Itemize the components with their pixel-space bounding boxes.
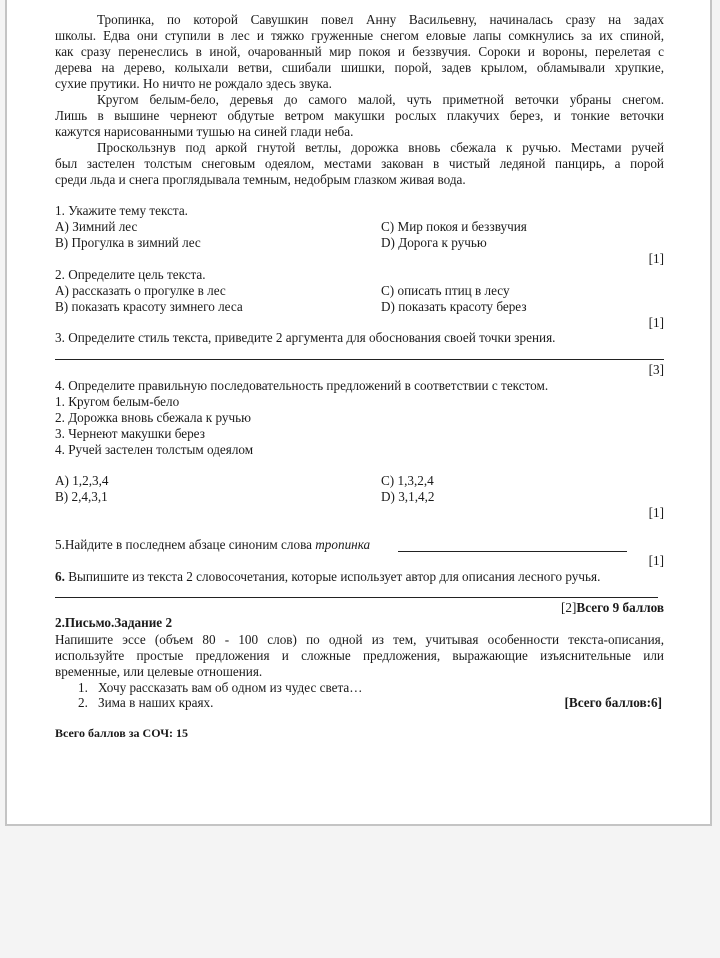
topic-text: Хочу рассказать вам об одном из чудес света… [98, 680, 363, 695]
topic-number: 1. [78, 680, 88, 695]
question-text: 1. Укажите тему текста. [55, 203, 188, 218]
grand-total: Всего баллов за СОЧ: 15 [55, 726, 189, 740]
topic-number: 2. [78, 695, 88, 710]
option-c: C) 1,3,2,4 [381, 473, 434, 488]
option-d: D) показать красоту берез [381, 299, 527, 314]
passage-line: школы. Едва они ступили в лес и тяжко груженные снегом еловые лапы сомкнулись за их спиной, [55, 28, 664, 43]
question-text: 4. Определите правильную последовательность предложений в соответствии с текстом. [55, 378, 549, 393]
question-label: Выпишите из текста 2 словосочетания, которые использует автор для описания лесного ручья. [64, 569, 601, 584]
passage-line: Лишь в вышине чернеют обдутые ветром макушки рослых плакучих берез, и тонкие веточки [55, 108, 664, 123]
task-total: [Всего баллов:6] [564, 695, 662, 710]
passage-line: сухие прутики. Но ничто не рождало здесь звука. [55, 76, 332, 91]
score: [1] [648, 505, 664, 520]
passage-line: среди льда и снега проглядывала темным, недобрым глазком живая вода. [55, 172, 466, 187]
topic-item [78, 680, 687, 696]
passage-line: кажутся нарисованными тушью на синей глади неба. [55, 124, 354, 139]
option-a: A) рассказать о прогулке в лес [55, 283, 226, 298]
option-b: B) Прогулка в зимний лес [55, 235, 201, 250]
sequence-item: 1. Кругом белым-бело [55, 394, 180, 409]
option-b: B) 2,4,3,1 [55, 489, 108, 504]
score: [1] [648, 315, 664, 330]
passage-line: Тропинка, по которой Савушкин повел Анну Васильевну, начиналась сразу на задах [97, 12, 664, 27]
sequence-item: 2. Дорожка вновь сбежала к ручью [55, 410, 251, 425]
task-title: 2.Письмо.Задание 2 [55, 615, 173, 630]
option-a: A) Зимний лес [55, 219, 138, 234]
passage-line: Проскользнув под аркой гнутой ветлы, дорожка вновь сбежала к ручью. Местами ручей [97, 140, 664, 155]
option-a: A) 1,2,3,4 [55, 473, 109, 488]
topic-text: Зима в наших краях. [98, 695, 214, 710]
option-d: D) 3,1,4,2 [381, 489, 435, 504]
section-total: Всего 9 баллов [576, 600, 664, 615]
sequence-item: 3. Чернеют макушки берез [55, 426, 205, 441]
answer-line [398, 551, 627, 552]
answer-line [55, 359, 664, 360]
sequence-item: 4. Ручей застелен толстым одеялом [55, 442, 254, 457]
question-number: 6. [55, 569, 65, 584]
question-text: 3. Определите стиль текста, приведите 2 аргумента для обоснования своей точки зрения. [55, 330, 556, 345]
option-d: D) Дорога к ручью [381, 235, 487, 250]
passage-line: дерева на дерево, колыхали ветви, сшибали шишки, порой, задев крылом, обламывали хрупкие, [55, 60, 664, 75]
passage-line: как сразу перенеслись в иной, очарованный мир покоя и беззвучия. Сороки и вороны, перелетая с [55, 44, 664, 59]
score: [2] [561, 600, 577, 615]
score: [3] [648, 362, 664, 377]
question-text: 2. Определите цель текста. [55, 267, 206, 282]
task-line: используйте простые предложения и сложные предложения, выражающие изъяснительные или [55, 648, 664, 663]
question-label: 5.Найдите в последнем абзаце синоним слова [55, 537, 316, 552]
score: [1] [648, 251, 664, 266]
answer-line [55, 597, 658, 598]
target-word: тропинка [315, 537, 371, 552]
question-text [55, 569, 664, 585]
option-c: C) описать птиц в лесу [381, 283, 510, 298]
score: [1] [648, 553, 664, 568]
score-total [55, 600, 664, 616]
passage-line: Кругом белым-бело, деревья до самого малой, чуть приметной веточки убраны снегом. [97, 92, 664, 107]
passage-line: был застелен толстым снеговым одеялом, местами закован в чистый ледяной панцирь, а порой [55, 156, 664, 171]
task-line: Напишите эссе (объем 80 - 100 слов) по одной из тем, учитывая особенности текста-описания, [55, 632, 664, 647]
task-line: временные, или целевые отношения. [55, 664, 263, 679]
option-c: C) Мир покоя и беззвучия [381, 219, 527, 234]
option-b: B) показать красоту зимнего леса [55, 299, 243, 314]
